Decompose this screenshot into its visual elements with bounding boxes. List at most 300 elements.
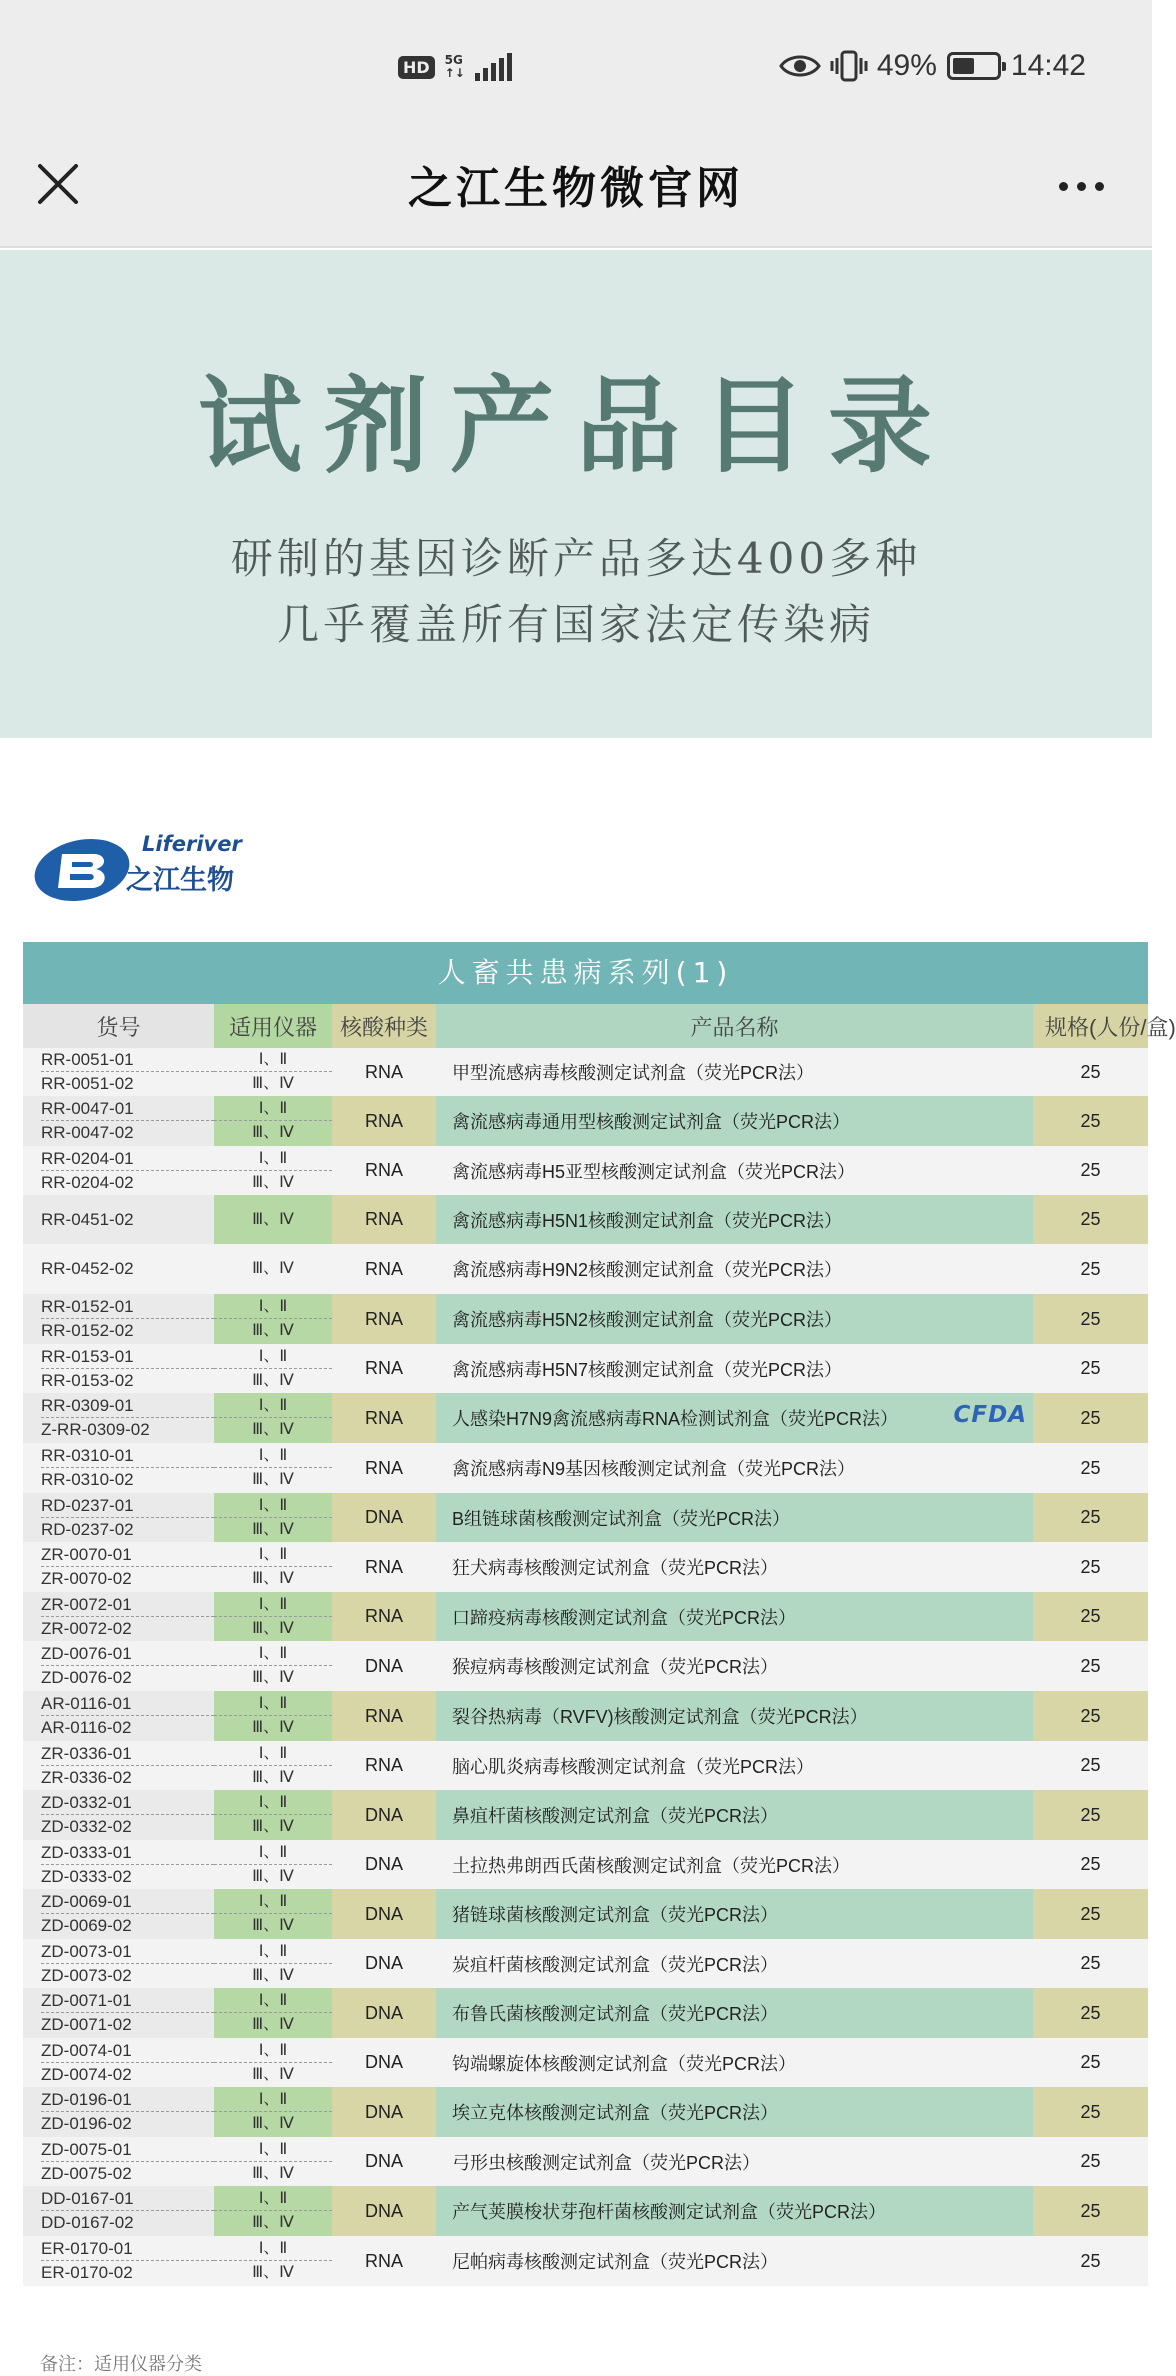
product-name: 禽流感病毒H5N7核酸测定试剂盒（荧光PCR法） <box>452 1359 843 1380</box>
product-code: RR-0152-01 <box>41 1295 214 1319</box>
instrument-class: Ⅲ、Ⅳ <box>252 1260 294 1277</box>
instrument-cell <box>214 1294 332 1344</box>
product-name-cell <box>436 1096 1033 1146</box>
product-name: 人感染H7N9禽流感病毒RNA检测试剂盒（荧光PCR法） <box>452 1409 899 1429</box>
network-indicators <box>398 50 512 84</box>
instrument-class: Ⅲ、Ⅳ <box>252 1818 294 1835</box>
eye-icon <box>779 52 821 80</box>
product-spec: 25 <box>1033 2137 1148 2186</box>
instrument-cell <box>214 1592 332 1641</box>
product-name: 口蹄疫病毒核酸测定试剂盒（荧光PCR法） <box>452 1607 797 1628</box>
instrument-class: Ⅰ、Ⅱ <box>214 1048 332 1072</box>
network-type <box>445 54 465 80</box>
product-spec: 25 <box>1033 1294 1148 1344</box>
product-code: ZD-0333-01 <box>41 1841 214 1865</box>
nucleic-type: RNA <box>332 1443 436 1493</box>
product-code: ZR-0072-01 <box>41 1593 214 1617</box>
product-name: 埃立克体核酸测定试剂盒（荧光PCR法） <box>452 2103 779 2123</box>
hero-banner <box>0 250 1152 738</box>
product-code: ZD-0333-02 <box>41 1866 132 1886</box>
product-name-cell <box>436 1840 1033 1889</box>
table-row <box>23 1641 1148 1691</box>
product-spec: 25 <box>1033 1344 1148 1393</box>
product-name: 炭疽杆菌核酸测定试剂盒（荧光PCR法） <box>452 1954 779 1975</box>
product-spec: 25 <box>1033 1641 1148 1691</box>
hero-subtitle-1: 研制的基因诊断产品多达400多种 <box>230 534 922 583</box>
product-code-cell <box>23 1691 214 1741</box>
product-spec: 25 <box>1033 1592 1148 1641</box>
product-code: ZD-0076-01 <box>41 1642 214 1666</box>
product-name-cell <box>436 2137 1033 2186</box>
product-code: RR-0047-01 <box>41 1097 214 1121</box>
instrument-class: Ⅲ、Ⅳ <box>252 2164 294 2182</box>
product-name-cell <box>436 1244 1033 1294</box>
instrument-class: Ⅲ、Ⅳ <box>252 1124 294 1141</box>
header-nucleic: 核酸种类 <box>332 1004 436 1048</box>
product-code-cell <box>23 2087 214 2137</box>
product-code: ZD-0073-01 <box>41 1940 214 1964</box>
product-code: RR-0310-02 <box>41 1470 134 1489</box>
instrument-class: Ⅰ、Ⅱ <box>214 1593 332 1617</box>
product-code: ZD-0069-01 <box>41 1890 214 1914</box>
product-spec: 25 <box>1033 2087 1148 2137</box>
instrument-class: Ⅲ、Ⅳ <box>252 1471 294 1488</box>
header-name: 产品名称 <box>436 1004 1033 1048</box>
instrument-class: Ⅲ、Ⅳ <box>252 1520 294 1538</box>
product-name-cell <box>436 1691 1033 1741</box>
nucleic-type: DNA <box>332 2186 436 2236</box>
product-code: AR-0116-01 <box>41 1692 214 1716</box>
product-name: 猪链球菌核酸测定试剂盒（荧光PCR法） <box>452 1905 779 1925</box>
table-header-row <box>23 1004 1148 1048</box>
product-code: Z-RR-0309-02 <box>41 1420 150 1439</box>
instrument-cell <box>214 2236 332 2286</box>
table-row <box>23 1939 1148 1988</box>
instrument-class: Ⅰ、Ⅱ <box>214 1345 332 1369</box>
instrument-class: Ⅰ、Ⅱ <box>214 1692 332 1716</box>
product-code: ZD-0076-02 <box>41 1668 132 1687</box>
nucleic-type: RNA <box>332 1344 436 1393</box>
product-code-cell <box>23 1790 214 1840</box>
product-name: 布鲁氏菌核酸测定试剂盒（荧光PCR法） <box>452 2004 779 2024</box>
product-code-cell <box>23 1741 214 1790</box>
instrument-class: Ⅲ、Ⅳ <box>252 1210 294 1228</box>
product-code: RD-0237-01 <box>41 1494 214 1518</box>
product-spec: 25 <box>1033 1393 1148 1443</box>
table-row <box>23 2087 1148 2137</box>
cfda-badge: CFDA <box>953 1402 1027 1428</box>
instrument-class: Ⅲ、Ⅳ <box>252 2065 294 2083</box>
table-row <box>23 2137 1148 2186</box>
catalog-body <box>23 1048 1148 2286</box>
logo-chinese: 之江生物 <box>126 865 234 896</box>
product-code: ZD-0074-02 <box>41 2064 132 2084</box>
product-name: 禽流感病毒H5N2核酸测定试剂盒（荧光PCR法） <box>452 1310 843 1330</box>
instrument-class: Ⅲ、Ⅳ <box>252 1917 294 1934</box>
instrument-cell <box>214 1344 332 1393</box>
product-code-cell <box>23 2038 214 2087</box>
product-code: ZD-0071-01 <box>41 1989 214 2013</box>
product-code-cell <box>23 2186 214 2236</box>
product-name-cell <box>436 2038 1033 2087</box>
table-row <box>23 1691 1148 1741</box>
product-code: RR-0204-02 <box>41 1172 134 1192</box>
product-code: ZD-0073-02 <box>41 1965 132 1985</box>
table-row <box>23 1493 1148 1542</box>
nucleic-type: RNA <box>332 1096 436 1146</box>
instrument-cell <box>214 1691 332 1741</box>
instrument-class: Ⅲ、Ⅳ <box>252 1619 294 1637</box>
product-spec: 25 <box>1033 1493 1148 1542</box>
product-name-cell <box>436 1641 1033 1691</box>
product-name: 钩端螺旋体核酸测定试剂盒（荧光PCR法） <box>452 2053 797 2074</box>
nucleic-type: RNA <box>332 1146 436 1195</box>
product-name-cell <box>436 1393 1033 1443</box>
nucleic-type: RNA <box>332 2236 436 2286</box>
hero-title: 试剂产品目录 <box>197 364 954 487</box>
product-code: ZD-0074-01 <box>41 2039 214 2063</box>
network-activity-icon: ↑↓ <box>444 66 465 80</box>
product-spec: 25 <box>1033 1096 1148 1146</box>
nucleic-type: RNA <box>332 1393 436 1443</box>
product-name: 土拉热弗朗西氏菌核酸测定试剂盒（荧光PCR法） <box>452 1855 851 1876</box>
instrument-class: Ⅰ、Ⅱ <box>214 1841 332 1865</box>
instrument-class: Ⅰ、Ⅱ <box>214 1147 332 1171</box>
header-instrument: 适用仪器 <box>214 1004 332 1048</box>
product-spec: 25 <box>1033 2186 1148 2236</box>
product-name: 裂谷热病毒（RVFV)核酸测定试剂盒（荧光PCR法） <box>452 1707 868 1727</box>
product-code: RR-0309-01 <box>41 1394 214 1418</box>
product-name-cell <box>436 1790 1033 1840</box>
instrument-class: Ⅰ、Ⅱ <box>214 1543 332 1567</box>
product-name-cell <box>436 1889 1033 1939</box>
product-name: 猴痘病毒核酸测定试剂盒（荧光PCR法） <box>452 1657 779 1677</box>
instrument-class: Ⅰ、Ⅱ <box>214 1444 332 1468</box>
instrument-class: Ⅰ、Ⅱ <box>214 2088 332 2112</box>
instrument-class: Ⅲ、Ⅳ <box>252 2214 294 2231</box>
more-dot-icon <box>1095 182 1104 191</box>
table-row <box>23 1443 1148 1493</box>
product-code: RR-0204-01 <box>41 1147 214 1171</box>
product-name: 尼帕病毒核酸测定试剂盒（荧光PCR法） <box>452 2252 779 2272</box>
table-row <box>23 1393 1148 1443</box>
product-spec: 25 <box>1033 1244 1148 1294</box>
product-spec: 25 <box>1033 2236 1148 2286</box>
instrument-class: Ⅲ、Ⅳ <box>252 1322 294 1339</box>
catalog-title: 人畜共患病系列(1) <box>23 942 1148 1004</box>
product-name-cell <box>436 1988 1033 2038</box>
product-code: ZR-0072-02 <box>41 1618 132 1638</box>
footnote: 备注：适用仪器分类 <box>40 2354 202 2375</box>
product-name-cell <box>436 1195 1033 1244</box>
product-name: B组链球菌核酸测定试剂盒（荧光PCR法） <box>452 1508 791 1529</box>
nucleic-type: DNA <box>332 1840 436 1889</box>
nucleic-type: DNA <box>332 2137 436 2186</box>
logo-emblem-icon <box>32 832 136 904</box>
instrument-class: Ⅲ、Ⅳ <box>252 2016 294 2033</box>
battery-percent: 49% <box>876 49 937 82</box>
instrument-cell <box>214 1244 332 1294</box>
product-name: 产气荚膜梭状芽孢杆菌核酸测定试剂盒（荧光PCR法） <box>452 2202 887 2222</box>
product-spec: 25 <box>1033 2038 1148 2087</box>
table-row <box>23 1988 1148 2038</box>
nucleic-type: DNA <box>332 2087 436 2137</box>
product-code-cell <box>23 1542 214 1592</box>
product-code: AR-0116-02 <box>41 1718 132 1737</box>
instrument-class: Ⅲ、Ⅳ <box>252 1075 294 1092</box>
instrument-class: Ⅲ、Ⅳ <box>252 1669 294 1686</box>
product-name-cell <box>436 1493 1033 1542</box>
product-code: ZD-0196-01 <box>41 2088 214 2112</box>
instrument-cell <box>214 1048 332 1096</box>
product-spec: 25 <box>1033 1889 1148 1939</box>
product-code: ZR-0336-01 <box>41 1742 214 1766</box>
product-code-cell <box>23 1195 214 1244</box>
product-code-cell <box>23 2236 214 2286</box>
header-code: 货号 <box>23 1004 214 1048</box>
instrument-class: Ⅰ、Ⅱ <box>214 1394 332 1418</box>
more-dot-icon <box>1077 182 1086 191</box>
product-spec: 25 <box>1033 1840 1148 1889</box>
table-row <box>23 1344 1148 1393</box>
product-code: ZR-0070-01 <box>41 1543 214 1567</box>
nucleic-type: DNA <box>332 1988 436 2038</box>
instrument-class: Ⅰ、Ⅱ <box>214 1940 332 1964</box>
nucleic-type: DNA <box>332 1939 436 1988</box>
nucleic-type: DNA <box>332 1641 436 1691</box>
instrument-cell <box>214 1146 332 1195</box>
product-code: RR-0047-02 <box>41 1123 134 1142</box>
product-spec: 25 <box>1033 1939 1148 1988</box>
product-code: ZD-0332-01 <box>41 1791 214 1815</box>
product-name-cell <box>436 1939 1033 1988</box>
product-code: ZD-0075-02 <box>41 2163 132 2183</box>
product-name-cell <box>436 1294 1033 1344</box>
signal-icon <box>475 53 512 81</box>
product-code: ZR-0070-02 <box>41 1569 132 1588</box>
battery-level <box>953 58 974 74</box>
nucleic-type: RNA <box>332 1691 436 1741</box>
table-row <box>23 1294 1148 1344</box>
instrument-cell <box>214 1790 332 1840</box>
instrument-cell <box>214 1641 332 1691</box>
nucleic-type: DNA <box>332 1889 436 1939</box>
product-spec: 25 <box>1033 1988 1148 2038</box>
product-catalog <box>23 942 1176 2294</box>
clock: 14:42 <box>1010 49 1086 82</box>
product-code: DD-0167-01 <box>41 2187 214 2211</box>
product-code-cell <box>23 1294 214 1344</box>
product-name: 狂犬病毒核酸测定试剂盒（荧光PCR法） <box>452 1558 779 1578</box>
instrument-cell <box>214 1493 332 1542</box>
table-row <box>23 1741 1148 1790</box>
more-options-button[interactable] <box>1046 162 1116 210</box>
instrument-cell <box>214 2087 332 2137</box>
nucleic-type: RNA <box>332 1294 436 1344</box>
nucleic-type: DNA <box>332 1790 436 1840</box>
nucleic-type: DNA <box>332 2038 436 2087</box>
product-code: ER-0170-02 <box>41 2263 133 2282</box>
catalog-table <box>23 1004 1176 2286</box>
instrument-cell <box>214 1542 332 1592</box>
nucleic-type: RNA <box>332 1741 436 1790</box>
product-code-cell <box>23 1146 214 1195</box>
instrument-cell <box>214 1840 332 1889</box>
product-code-cell <box>23 1244 214 1294</box>
product-code: ER-0170-01 <box>41 2237 214 2261</box>
nucleic-type: RNA <box>332 1195 436 1244</box>
product-name-cell <box>436 1443 1033 1493</box>
instrument-class: Ⅰ、Ⅱ <box>214 1791 332 1815</box>
instrument-class: Ⅲ、Ⅳ <box>252 1768 294 1786</box>
company-logo <box>32 832 242 904</box>
product-name: 鼻疽杆菌核酸测定试剂盒（荧光PCR法） <box>452 1806 779 1826</box>
table-row <box>23 2236 1148 2286</box>
instrument-class: Ⅲ、Ⅳ <box>252 1719 294 1736</box>
product-code-cell <box>23 1840 214 1889</box>
instrument-class: Ⅰ、Ⅱ <box>214 2138 332 2162</box>
product-code: RR-0152-02 <box>41 1321 134 1340</box>
instrument-class: Ⅰ、Ⅱ <box>214 1295 332 1319</box>
table-row <box>23 1840 1148 1889</box>
product-code: DD-0167-02 <box>41 2213 134 2232</box>
more-dot-icon <box>1059 182 1068 191</box>
product-spec: 25 <box>1033 1146 1148 1195</box>
instrument-cell <box>214 1195 332 1244</box>
instrument-class: Ⅰ、Ⅱ <box>214 1742 332 1766</box>
product-code-cell <box>23 1493 214 1542</box>
product-code-cell <box>23 1592 214 1641</box>
product-code: ZD-0075-01 <box>41 2138 214 2162</box>
product-code: ZD-0069-02 <box>41 1916 132 1935</box>
instrument-class: Ⅰ、Ⅱ <box>214 2187 332 2211</box>
table-row <box>23 2038 1148 2087</box>
product-name-cell <box>436 2186 1033 2236</box>
product-code-cell <box>23 1096 214 1146</box>
instrument-class: Ⅲ、Ⅳ <box>252 1867 294 1885</box>
product-name-cell <box>436 1048 1033 1096</box>
product-code: ZD-0332-02 <box>41 1817 132 1836</box>
product-code-cell <box>23 1641 214 1691</box>
instrument-class: Ⅰ、Ⅱ <box>214 2039 332 2063</box>
product-spec: 25 <box>1033 1542 1148 1592</box>
status-right <box>779 46 1086 86</box>
product-name-cell <box>436 1344 1033 1393</box>
product-name: 禽流感病毒通用型核酸测定试剂盒（荧光PCR法） <box>452 1112 851 1132</box>
table-row <box>23 1790 1148 1840</box>
product-code: RR-0451-02 <box>41 1209 134 1229</box>
product-name-cell <box>436 1592 1033 1641</box>
instrument-class: Ⅲ、Ⅳ <box>252 1421 294 1438</box>
product-name-cell <box>436 1741 1033 1790</box>
product-code-cell <box>23 1939 214 1988</box>
instrument-class: Ⅰ、Ⅱ <box>214 1494 332 1518</box>
product-code-cell <box>23 1443 214 1493</box>
product-code-cell <box>23 1048 214 1096</box>
instrument-cell <box>214 1096 332 1146</box>
product-spec: 25 <box>1033 1443 1148 1493</box>
product-name-cell <box>436 2236 1033 2286</box>
nucleic-type: RNA <box>332 1244 436 1294</box>
instrument-cell <box>214 2038 332 2087</box>
instrument-cell <box>214 1988 332 2038</box>
product-code-cell <box>23 1889 214 1939</box>
product-code-cell <box>23 2137 214 2186</box>
table-row <box>23 1096 1148 1146</box>
nucleic-type: RNA <box>332 1048 436 1096</box>
instrument-class: Ⅲ、Ⅳ <box>252 1173 294 1191</box>
product-spec: 25 <box>1033 1790 1148 1840</box>
instrument-class: Ⅲ、Ⅳ <box>252 1570 294 1587</box>
product-spec: 25 <box>1033 1195 1148 1244</box>
table-row <box>23 1542 1148 1592</box>
product-code: RR-0452-02 <box>41 1259 134 1278</box>
product-code: RR-0051-01 <box>41 1048 214 1072</box>
instrument-class: Ⅲ、Ⅳ <box>252 1371 294 1389</box>
instrument-cell <box>214 1443 332 1493</box>
battery-icon <box>947 52 1001 80</box>
instrument-class: Ⅰ、Ⅱ <box>214 1097 332 1121</box>
table-row <box>23 1146 1148 1195</box>
vibrate-icon <box>831 49 867 83</box>
product-code: ZD-0196-02 <box>41 2114 132 2133</box>
product-code: RR-0153-01 <box>41 1345 214 1369</box>
instrument-cell <box>214 2186 332 2236</box>
product-name: 禽流感病毒H5N1核酸测定试剂盒（荧光PCR法） <box>452 1210 843 1231</box>
nucleic-type: DNA <box>332 1493 436 1542</box>
network-type-label: 5G <box>444 53 463 67</box>
instrument-class: Ⅰ、Ⅱ <box>214 1989 332 2013</box>
product-spec: 25 <box>1033 1691 1148 1741</box>
product-spec: 25 <box>1033 1741 1148 1790</box>
product-spec: 25 <box>1033 1048 1148 1096</box>
product-code-cell <box>23 1393 214 1443</box>
instrument-class: Ⅰ、Ⅱ <box>214 1642 332 1666</box>
product-name: 脑心肌炎病毒核酸测定试剂盒（荧光PCR法） <box>452 1756 815 1777</box>
nucleic-type: RNA <box>332 1592 436 1641</box>
instrument-class: Ⅲ、Ⅳ <box>252 2264 294 2281</box>
logo-english: Liferiver <box>142 832 242 856</box>
product-code: RR-0310-01 <box>41 1444 214 1468</box>
product-name: 禽流感病毒H5亚型核酸测定试剂盒（荧光PCR法） <box>452 1161 856 1182</box>
instrument-cell <box>214 1741 332 1790</box>
product-code: RD-0237-02 <box>41 1519 134 1539</box>
instrument-cell <box>214 2137 332 2186</box>
table-row <box>23 1244 1148 1294</box>
instrument-class: Ⅰ、Ⅱ <box>214 1890 332 1914</box>
product-name-cell <box>436 1146 1033 1195</box>
product-code: ZR-0336-02 <box>41 1767 132 1787</box>
instrument-class: Ⅲ、Ⅳ <box>252 2115 294 2132</box>
product-code-cell <box>23 1344 214 1393</box>
product-name: 禽流感病毒H9N2核酸测定试剂盒（荧光PCR法） <box>452 1260 843 1280</box>
header-spec: 规格(人份/盒) <box>1033 1004 1148 1048</box>
product-name: 甲型流感病毒核酸测定试剂盒（荧光PCR法） <box>452 1063 815 1083</box>
nucleic-type: RNA <box>332 1542 436 1592</box>
product-name-cell <box>436 1542 1033 1592</box>
product-code-cell <box>23 1988 214 2038</box>
instrument-cell <box>214 1939 332 1988</box>
product-code: RR-0051-02 <box>41 1074 134 1093</box>
hd-badge: HD <box>398 56 435 79</box>
instrument-cell <box>214 1889 332 1939</box>
product-name: 禽流感病毒N9基因核酸测定试剂盒（荧光PCR法） <box>452 1459 856 1479</box>
product-code: RR-0153-02 <box>41 1370 134 1390</box>
instrument-cell <box>214 1393 332 1443</box>
table-row <box>23 1592 1148 1641</box>
table-row <box>23 1889 1148 1939</box>
table-row <box>23 1195 1148 1244</box>
